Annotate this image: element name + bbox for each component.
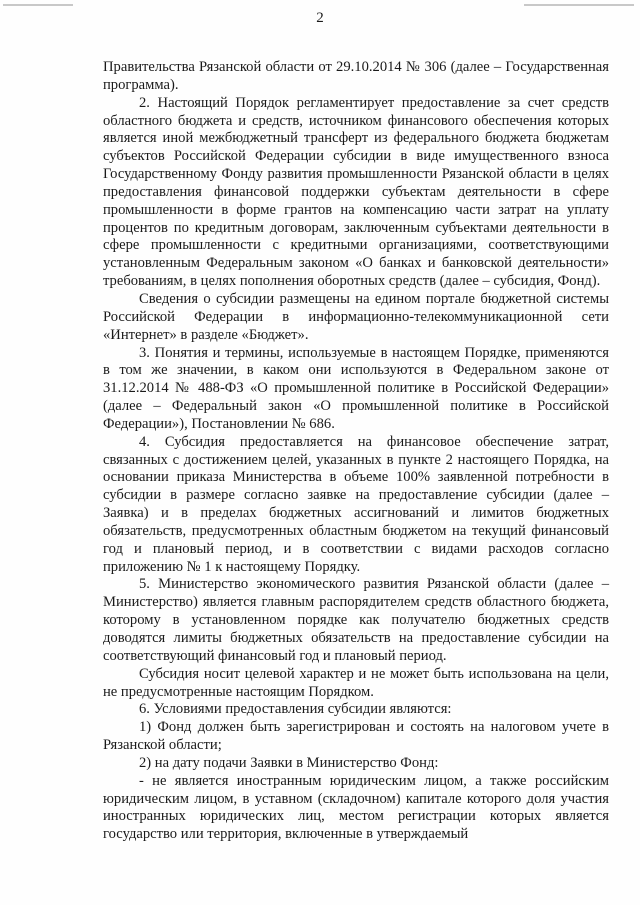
paragraph-5: 5. Министерство экономического развития Рязанской области (далее – Министерство) является главным распорядителем средств областного бюджета, которому в установленном порядке как получателю бюджетных средств доводятся лимиты бюджетных обязательств на предоставление субсидии на соответствующий финансовый год и плановый период.	[103, 576, 609, 664]
paragraph-6: 6. Условиями предоставления субсидии являются:	[139, 701, 452, 718]
page-number: 2	[316, 10, 324, 26]
document-body	[103, 59, 609, 844]
paragraph-4: 4. Субсидия предоставляется на финансовое обеспечение затрат, связанных с достижением целей, указанных в пункте 2 настоящего Порядка, на основании приказа Министерства в объеме 100% заявленной потребности в субсидии в размере согласно заявке на предоставление субсидии (далее – Заявка) и в пределах бюджетных ассигнований и лимитов бюджетных обязательств, предусмотренных областным бюджетом на текущий финансовый год и плановый период, и в соответствии с видами расходов согласно приложению № 1 к настоящему Порядку.	[103, 433, 609, 575]
paragraph-2: 2. Настоящий Порядок регламентирует предоставление за счет средств областного бюджета и средств, источником финансового обеспечения которых является иной межбюджетный трансферт из федерального бюджета бюджетам субъектов Российской Федерации субсидии в виде имущественного взноса Государственному Фонду развития промышленности Рязанской области в целях предоставления финансовой поддержки субъектам деятельности в сфере промышленности в форме грантов на компенсацию части затрат на уплату процентов по кредитным договорам, заключенным субъектами деятельности в сфере промышленности с кредитными организациями, соответствующими установленным Федеральным законом «О банках и банковской деятельности» требованиям, в целях пополнения оборотных средств (далее – субсидия, Фонд).	[103, 94, 609, 290]
paragraph-6-1: 1) Фонд должен быть зарегистрирован и состоять на налоговом учете в Рязанской области;	[103, 719, 609, 754]
paragraph-purpose: Субсидия носит целевой характер и не может быть использована на цели, не предусмотренные настоящим Порядком.	[103, 665, 609, 700]
paragraph-6-2: 2) на дату подачи Заявки в Министерство Фонд:	[139, 754, 439, 771]
paragraph-subsidy-info: Сведения о субсидии размещены на едином портале бюджетной системы Российской Федерации в информационно-телекоммуникационной сети «Интернет» в разделе «Бюджет».	[103, 290, 609, 343]
paragraph-3: 3. Понятия и термины, используемые в настоящем Порядке, применяются в том же значении, в каком они используются в Федеральном законе от 31.12.2014 № 488-ФЗ «О промышленной политике в Российской Федерации» (далее – Федеральный закон «О промышленной политике в Российской Федерации»), Постановлении № 686.	[103, 344, 609, 432]
scan-artifact-left	[3, 4, 73, 6]
scan-artifact-right	[524, 4, 634, 6]
paragraph-continuation: Правительства Рязанской области от 29.10.2014 № 306 (далее – Государственная программа).	[103, 59, 609, 93]
paragraph-6-2-item: - не является иностранным юридическим лицом, а также российским юридическим лицом, в уставном (складочном) капитале которого доля участия иностранных юридических лиц, местом регистрации которых является государство или территория, включенные в утверждаемый	[103, 772, 609, 843]
